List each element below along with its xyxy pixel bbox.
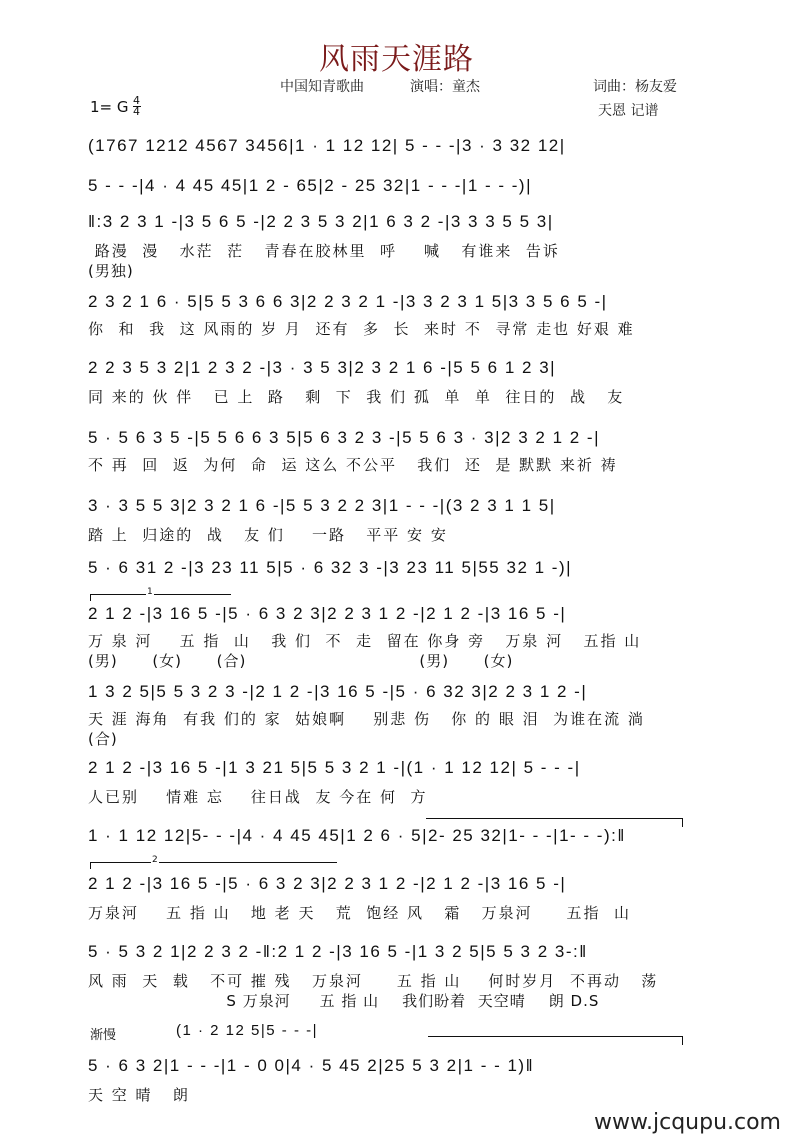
part-marking: (男独) xyxy=(88,262,134,280)
notation-line: 2 1 2 -|3 16 5 -|5 · 6 3 2 3|2 2 3 1 2 -|2 1 2 -|3 16 5 -| xyxy=(88,604,567,623)
notation-line: 1 · 1 12 12|5- - -|4 · 4 45 45|1 2 6 · 5|2- 25 32|1- - -|1- - -):‖ xyxy=(88,826,626,845)
notation-line: 2 2 3 5 3 2|1 2 3 2 -|3 · 3 5 3|2 3 2 1 6 -|5 5 6 1 2 3| xyxy=(88,358,557,377)
composer-credit: 词曲：杨友爱 xyxy=(593,79,677,95)
lyric-line: 人已别 情难 忘 往日战 友 今在 何 方 xyxy=(88,788,428,806)
lyric-line: 踏 上 归途的 战 友 们 一路 平平 安 安 xyxy=(88,526,448,544)
time-top: 4 xyxy=(133,94,141,107)
volta-bracket-2 xyxy=(90,855,337,869)
notation-line: 2 1 2 -|3 16 5 -|1 3 21 5|5 5 3 2 1 -|(1 · 1 12 12| 5 - - -| xyxy=(88,758,581,777)
lyric-line: 路漫 漫 水茫 茫 青春在胶林里 呼 喊 有谁来 告诉 xyxy=(88,242,560,260)
ending-bracket xyxy=(428,1036,683,1045)
part-marking: (男) (女) (合) (男) (女) xyxy=(88,652,514,670)
lyric-line: 万 泉 河 五 指 山 我 们 不 走 留在 你身 旁 万泉 河 五指 山 xyxy=(88,632,642,650)
time-bottom: 4 xyxy=(133,105,141,118)
time-signature xyxy=(133,96,141,117)
singer-credit: 演唱：童杰 xyxy=(410,79,480,95)
notation-line: 5 · 5 6 3 5 -|5 5 6 6 3 5|5 6 3 2 3 -|5 5 6 3 · 3|2 3 2 1 2 -| xyxy=(88,428,601,447)
notation-line: 5 · 6 31 2 -|3 23 11 5|5 · 6 32 3 -|3 23 11 5|55 32 1 -)| xyxy=(88,558,573,577)
ds-lyric-line: S 万泉河 五 指 山 我们盼着 天空晴 朗 D.S xyxy=(88,992,600,1010)
lyric-line: 你 和 我 这 风雨的 岁 月 还有 多 长 来时 不 寻常 走也 好艰 难 xyxy=(88,320,635,338)
notation-line: 1 3 2 5|5 5 3 2 3 -|2 1 2 -|3 16 5 -|5 · 6 32 3|2 2 3 1 2 -| xyxy=(88,682,588,701)
notation-line: 5 · 5 3 2 1|2 2 3 2 -‖:2 1 2 -|3 16 5 -|1 3 2 5|5 5 3 2 3-:‖ xyxy=(88,942,588,961)
part-marking: (合) xyxy=(88,730,118,748)
volta-label: 1 xyxy=(147,587,153,597)
notation-line: 5 · 6 3 2|1 - - -|1 - 0 0|4 · 5 45 2|25 5 3 2|1 - - 1)‖ xyxy=(88,1056,535,1075)
lyric-line: 天 空 晴 朗 xyxy=(88,1086,190,1104)
transcriber-credit: 天恩 记谱 xyxy=(598,103,659,119)
key-label: 1= G xyxy=(90,97,129,116)
volta-bracket-1 xyxy=(90,587,231,601)
ending-intro-line: (1 · 2 12 5|5 - - -| xyxy=(176,1022,318,1039)
lyric-line: 同 来的 伙 伴 已 上 路 剩 下 我 们 孤 单 单 往日的 战 友 xyxy=(88,388,625,406)
notation-line: 3 · 3 5 5 3|2 3 2 1 6 -|5 5 3 2 2 3|1 - - -|(3 2 3 1 1 5| xyxy=(88,496,556,515)
notation-line: ‖:3 2 3 1 -|3 5 6 5 -|2 2 3 5 3 2|1 6 3 2 -|3 3 3 5 5 3| xyxy=(88,212,554,231)
site-watermark: www.jcqupu.com xyxy=(594,1110,781,1135)
lyric-line: 不 再 回 返 为何 命 运 这么 不公平 我们 还 是 默默 来祈 祷 xyxy=(88,456,618,474)
lyric-line: 万泉河 五 指 山 地 老 天 荒 饱经 风 霜 万泉河 五指 山 xyxy=(88,904,632,922)
song-category: 中国知青歌曲 xyxy=(280,79,364,95)
volta-label: 2 xyxy=(152,855,158,865)
lyric-line: 天 涯 海角 有我 们的 家 姑娘啊 别悲 伤 你 的 眼 泪 为谁在流 淌 xyxy=(88,710,645,728)
page-title: 风雨天涯路 xyxy=(319,42,474,77)
tempo-marking: 渐慢 xyxy=(90,1028,117,1043)
notation-line: 5 - - -|4 · 4 45 45|1 2 - 65|2 - 25 32|1 - - -|1 - - -)| xyxy=(88,176,533,195)
key-signature xyxy=(90,96,141,117)
notation-line: (1767 1212 4567 3456|1 · 1 12 12| 5 - - -|3 · 3 32 12| xyxy=(88,136,566,155)
lyric-line: 风 雨 天 载 不可 摧 残 万泉河 五 指 山 何时岁月 不再动 荡 xyxy=(88,972,659,990)
notation-line: 2 3 2 1 6 · 5|5 5 3 6 6 3|2 2 3 2 1 -|3 3 2 3 1 5|3 3 5 6 5 -| xyxy=(88,292,608,311)
notation-line: 2 1 2 -|3 16 5 -|5 · 6 3 2 3|2 2 3 1 2 -|2 1 2 -|3 16 5 -| xyxy=(88,874,567,893)
